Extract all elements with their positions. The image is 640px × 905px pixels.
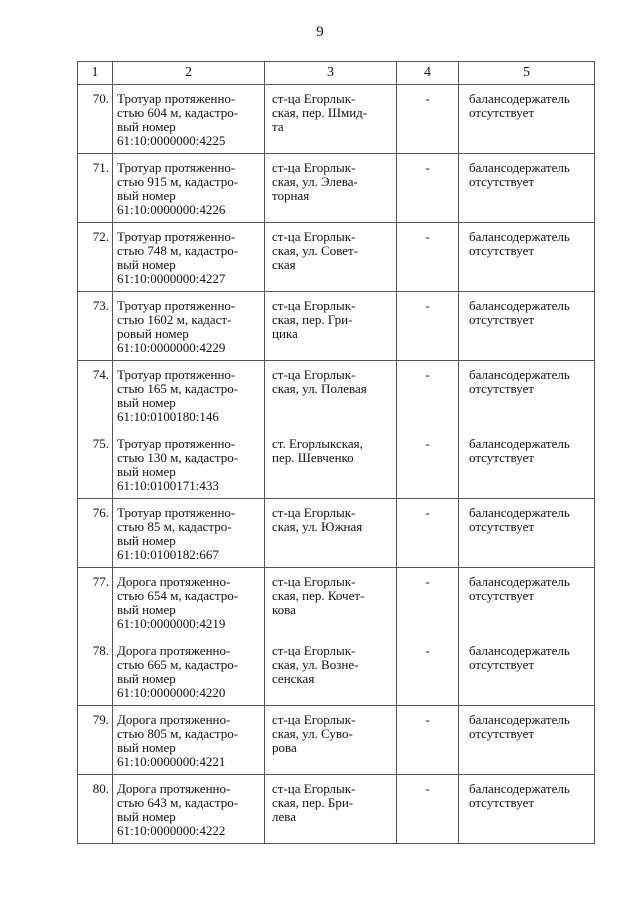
address-line: цика [272,326,298,341]
object-name-line: Тротуар протяженно- [117,160,236,175]
owner-line: балансодержатель [469,505,570,520]
object-name-line: Дорога протяженно- [117,712,231,727]
table-row [78,568,595,637]
object-name-cell [113,85,265,154]
col4-value: - [397,568,459,637]
table-row [78,637,595,706]
object-name-line: 61:10:0000000:4229 [117,340,226,355]
address-line: кова [272,602,296,617]
row-number: 73. [78,292,113,361]
object-name-line: Дорога протяженно- [117,781,231,796]
owner-line: балансодержатель [469,367,570,382]
object-name-line: вый номер [117,740,176,755]
object-name-line: вый номер [117,119,176,134]
object-name-line: 61:10:0000000:4227 [117,271,226,286]
object-name-line: 61:10:0000000:4226 [117,202,226,217]
owner-line: балансодержатель [469,643,570,658]
owner-line: отсутствует [469,795,535,810]
object-name-line: Тротуар протяженно- [117,229,236,244]
address-line: ст-ца Егорлык- [272,643,356,658]
table-row [78,775,595,844]
owner-line: отсутствует [469,312,535,327]
object-name-cell [113,223,265,292]
object-name-line: 61:10:0100171:433 [117,478,219,493]
owner-cell [459,499,595,568]
object-name-cell [113,292,265,361]
object-name-line: 61:10:0000000:4225 [117,133,226,148]
owner-line: балансодержатель [469,781,570,796]
col4-value: - [397,430,459,499]
col4-value: - [397,775,459,844]
object-name-line: 61:10:0000000:4221 [117,754,226,769]
owner-line: балансодержатель [469,574,570,589]
object-name-cell [113,568,265,637]
object-name-cell [113,775,265,844]
address-line: ст-ца Егорлык- [272,574,356,589]
object-name-line: Тротуар протяженно- [117,505,236,520]
object-name-line: вый номер [117,671,176,686]
col4-value: - [397,223,459,292]
address-line: пер. Шевченко [272,450,354,465]
header-col-2: 2 [113,62,265,85]
table-row [78,361,595,430]
address-line: ст-ца Егорлык- [272,91,356,106]
object-name-line: вый номер [117,395,176,410]
address-cell [265,637,397,706]
address-line: ст-ца Егорлык- [272,505,356,520]
address-line: ская [272,257,296,272]
table-row [78,223,595,292]
object-name-line: вый номер [117,602,176,617]
owner-cell [459,430,595,499]
address-cell [265,361,397,430]
object-name-line: 61:10:0000000:4220 [117,685,226,700]
address-line: ст-ца Егорлык- [272,712,356,727]
row-number: 74. [78,361,113,430]
owner-cell [459,292,595,361]
table-row [78,292,595,361]
address-line: торная [272,188,310,203]
address-line: ст-ца Егорлык- [272,229,356,244]
page-number: 9 [316,24,324,40]
row-number: 72. [78,223,113,292]
owner-line: балансодержатель [469,298,570,313]
header-col-3: 3 [265,62,397,85]
object-name-cell [113,430,265,499]
owner-line: отсутствует [469,450,535,465]
owner-cell [459,154,595,223]
table-row [78,499,595,568]
object-name-line: вый номер [117,809,176,824]
owner-cell [459,637,595,706]
address-line: сенская [272,671,315,686]
owner-cell [459,85,595,154]
col4-value: - [397,637,459,706]
address-line: ст-ца Егорлык- [272,160,356,175]
owner-cell [459,223,595,292]
address-cell [265,154,397,223]
object-name-line: 61:10:0000000:4219 [117,616,226,631]
object-name-line: Тротуар протяженно- [117,436,236,451]
row-number: 75. [78,430,113,499]
object-name-cell [113,499,265,568]
address-cell [265,568,397,637]
address-line: ская, пер. Шмид- [272,105,368,120]
object-name-cell [113,706,265,775]
address-cell [265,430,397,499]
address-line: ст-ца Егорлык- [272,781,356,796]
address-cell [265,292,397,361]
owner-line: балансодержатель [469,436,570,451]
header-col-5: 5 [459,62,595,85]
object-name-line: Тротуар протяженно- [117,298,236,313]
owner-cell [459,568,595,637]
row-number: 80. [78,775,113,844]
col4-value: - [397,85,459,154]
address-cell [265,775,397,844]
object-name-line: вый номер [117,257,176,272]
address-cell [265,706,397,775]
object-name-line: ровый номер [117,326,189,341]
address-line: ская, ул. Суво- [272,726,353,741]
col4-value: - [397,499,459,568]
object-name-cell [113,361,265,430]
header-col-1: 1 [78,62,113,85]
object-name-line: стью 654 м, кадастро- [117,588,239,603]
object-name-line: стью 1602 м, кадаст- [117,312,232,327]
address-line: ская, ул. Совет- [272,243,359,258]
owner-line: отсутствует [469,726,535,741]
object-name-line: 61:10:0000000:4222 [117,823,226,838]
object-name-line: Тротуар протяженно- [117,367,236,382]
address-line: ская, ул. Элева- [272,174,358,189]
table-row [78,85,595,154]
object-name-cell [113,154,265,223]
owner-line: балансодержатель [469,91,570,106]
object-name-cell [113,637,265,706]
owner-line: отсутствует [469,381,535,396]
object-name-line: стью 643 м, кадастро- [117,795,239,810]
object-name-line: Дорога протяженно- [117,643,231,658]
owner-line: балансодержатель [469,229,570,244]
address-line: ская, пер. Кочет- [272,588,365,603]
object-name-line: Тротуар протяженно- [117,91,236,106]
table-header-row [78,62,595,85]
object-name-line: стью 130 м, кадастро- [117,450,239,465]
owner-cell [459,706,595,775]
object-name-line: стью 85 м, кадастро- [117,519,232,534]
address-cell [265,223,397,292]
address-line: ская, ул. Возне- [272,657,359,672]
owner-line: отсутствует [469,519,535,534]
object-name-line: Дорога протяженно- [117,574,231,589]
address-line: ская, ул. Полевая [272,381,367,396]
owner-line: отсутствует [469,243,535,258]
address-line: ст-ца Егорлык- [272,367,356,382]
address-line: ская, пер. Гри- [272,312,353,327]
row-number: 71. [78,154,113,223]
row-number: 76. [78,499,113,568]
owner-line: отсутствует [469,105,535,120]
property-registry-table [77,61,595,844]
object-name-line: 61:10:0100180:146 [117,409,219,424]
owner-cell [459,775,595,844]
address-cell [265,85,397,154]
table-row [78,154,595,223]
col4-value: - [397,154,459,223]
row-number: 70. [78,85,113,154]
owner-line: балансодержатель [469,712,570,727]
col4-value: - [397,706,459,775]
owner-cell [459,361,595,430]
address-cell [265,499,397,568]
table-row [78,706,595,775]
owner-line: отсутствует [469,588,535,603]
object-name-line: стью 604 м, кадастро- [117,105,239,120]
owner-line: балансодержатель [469,160,570,175]
owner-line: отсутствует [469,174,535,189]
row-number: 79. [78,706,113,775]
header-col-4: 4 [397,62,459,85]
object-name-line: стью 748 м, кадастро- [117,243,239,258]
address-line: ская, пер. Бри- [272,795,354,810]
object-name-line: стью 165 м, кадастро- [117,381,239,396]
table-row [78,430,595,499]
object-name-line: вый номер [117,533,176,548]
object-name-line: вый номер [117,464,176,479]
col4-value: - [397,292,459,361]
object-name-line: стью 915 м, кадастро- [117,174,239,189]
address-line: ская, ул. Южная [272,519,363,534]
address-line: ст. Егорлыкская, [272,436,363,451]
owner-line: отсутствует [469,657,535,672]
address-line: лева [272,809,296,824]
object-name-line: вый номер [117,188,176,203]
object-name-line: стью 805 м, кадастро- [117,726,239,741]
address-line: рова [272,740,297,755]
object-name-line: 61:10:0100182:667 [117,547,219,562]
object-name-line: стью 665 м, кадастро- [117,657,239,672]
col4-value: - [397,361,459,430]
row-number: 77. [78,568,113,637]
row-number: 78. [78,637,113,706]
address-line: ст-ца Егорлык- [272,298,356,313]
address-line: та [272,119,284,134]
